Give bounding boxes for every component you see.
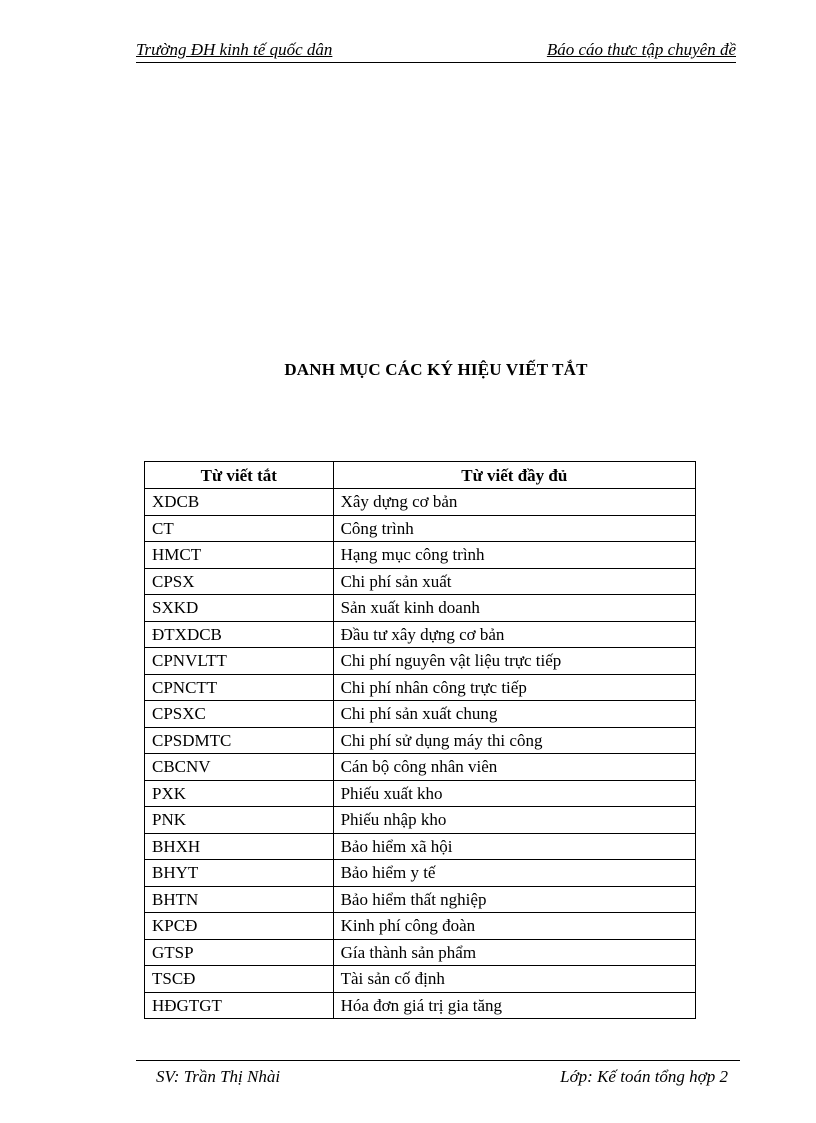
abbreviation-cell: CPNVLTT bbox=[145, 648, 334, 675]
table-row bbox=[145, 595, 696, 622]
full-term-cell: Hóa đơn giá trị gia tăng bbox=[333, 992, 695, 1019]
abbreviation-table bbox=[144, 461, 696, 1019]
header-full-term: Từ viết đầy đủ bbox=[333, 462, 695, 489]
abbreviation-cell: PXK bbox=[145, 780, 334, 807]
table-row bbox=[145, 807, 696, 834]
full-term-cell: Gía thành sản phẩm bbox=[333, 939, 695, 966]
page-footer bbox=[136, 1060, 740, 1087]
table-row bbox=[145, 568, 696, 595]
full-term-cell: Cán bộ công nhân viên bbox=[333, 754, 695, 781]
page-title: DANH MỤC CÁC KÝ HIỆU VIẾT TẮT bbox=[284, 360, 588, 379]
table-row bbox=[145, 515, 696, 542]
table-row bbox=[145, 939, 696, 966]
abbreviation-cell: PNK bbox=[145, 807, 334, 834]
table-body bbox=[145, 489, 696, 1019]
abbreviation-cell: HMCT bbox=[145, 542, 334, 569]
table-row bbox=[145, 674, 696, 701]
table-row bbox=[145, 913, 696, 940]
table-row bbox=[145, 886, 696, 913]
abbreviation-cell: XDCB bbox=[145, 489, 334, 516]
abbreviation-cell: CPSX bbox=[145, 568, 334, 595]
abbreviation-cell: CPNCTT bbox=[145, 674, 334, 701]
table-row bbox=[145, 727, 696, 754]
abbreviation-cell: HĐGTGT bbox=[145, 992, 334, 1019]
abbreviation-cell: BHXH bbox=[145, 833, 334, 860]
table-row bbox=[145, 780, 696, 807]
full-term-cell: Chi phí nhân công trực tiếp bbox=[333, 674, 695, 701]
full-term-cell: Tài sản cố định bbox=[333, 966, 695, 993]
table-row bbox=[145, 621, 696, 648]
table-row bbox=[145, 992, 696, 1019]
table-header-row bbox=[145, 462, 696, 489]
table-row bbox=[145, 701, 696, 728]
table-row bbox=[145, 754, 696, 781]
page-header bbox=[136, 40, 736, 63]
full-term-cell: Chi phí sản xuất bbox=[333, 568, 695, 595]
table-row bbox=[145, 489, 696, 516]
table-row bbox=[145, 966, 696, 993]
full-term-cell: Chi phí nguyên vật liệu trực tiếp bbox=[333, 648, 695, 675]
abbreviation-cell: TSCĐ bbox=[145, 966, 334, 993]
full-term-cell: Công trình bbox=[333, 515, 695, 542]
full-term-cell: Phiếu nhập kho bbox=[333, 807, 695, 834]
footer-class: Lớp: Kế toán tổng hợp 2 bbox=[560, 1067, 728, 1086]
header-report-title: Báo cáo thưc tập chuyên đề bbox=[546, 40, 736, 59]
table-row bbox=[145, 648, 696, 675]
abbreviation-cell: CPSXC bbox=[145, 701, 334, 728]
full-term-cell: Hạng mục công trình bbox=[333, 542, 695, 569]
full-term-cell: Sản xuất kinh doanh bbox=[333, 595, 695, 622]
abbreviation-cell: BHYT bbox=[145, 860, 334, 887]
header-abbreviation: Từ viết tắt bbox=[145, 462, 334, 489]
full-term-cell: Đầu tư xây dựng cơ bản bbox=[333, 621, 695, 648]
full-term-cell: Phiếu xuất kho bbox=[333, 780, 695, 807]
abbreviation-cell: CPSDMTC bbox=[145, 727, 334, 754]
footer-student: SV: Trần Thị Nhài bbox=[156, 1067, 281, 1086]
full-term-cell: Bảo hiểm y tế bbox=[333, 860, 695, 887]
abbreviation-cell: KPCĐ bbox=[145, 913, 334, 940]
abbreviation-cell: CT bbox=[145, 515, 334, 542]
abbreviation-cell: GTSP bbox=[145, 939, 334, 966]
abbreviation-cell: BHTN bbox=[145, 886, 334, 913]
header-school: Trường ĐH kinh tế quốc dân bbox=[136, 40, 333, 59]
table-row bbox=[145, 833, 696, 860]
abbreviation-cell: CBCNV bbox=[145, 754, 334, 781]
full-term-cell: Bảo hiểm xã hội bbox=[333, 833, 695, 860]
full-term-cell: Xây dựng cơ bản bbox=[333, 489, 695, 516]
full-term-cell: Chi phí sản xuất chung bbox=[333, 701, 695, 728]
full-term-cell: Chi phí sử dụng máy thi công bbox=[333, 727, 695, 754]
table-row bbox=[145, 542, 696, 569]
abbreviation-cell: SXKD bbox=[145, 595, 334, 622]
abbreviation-cell: ĐTXDCB bbox=[145, 621, 334, 648]
full-term-cell: Kinh phí công đoàn bbox=[333, 913, 695, 940]
table-row bbox=[145, 860, 696, 887]
full-term-cell: Bảo hiểm thất nghiệp bbox=[333, 886, 695, 913]
